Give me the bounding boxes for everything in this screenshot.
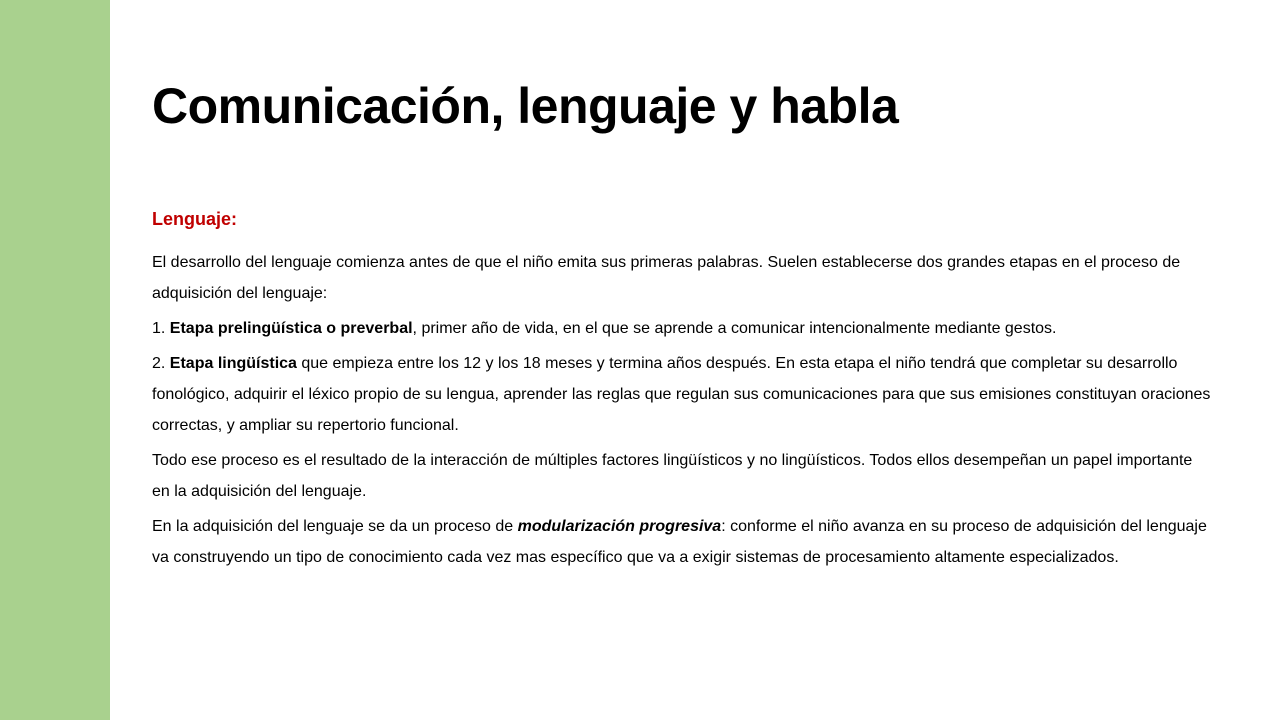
section-heading: Lenguaje: [152, 209, 238, 229]
stage-2-paragraph [152, 348, 1212, 441]
modularization-after: : conforme el niño avanza en su proceso de adquisición del lenguaje va construyendo un tipo de conocimiento cada vez mas específico que va a exigir sistemas de procesamiento altamente especializados. [152, 518, 1207, 566]
stage-2-number: 2. [152, 355, 170, 372]
factors-paragraph: Todo ese proceso es el resultado de la interacción de múltiples factores lingüísticos y no lingüísticos. Todos ellos desempeñan un papel importante en la adquisición del lenguaje. [152, 452, 1193, 500]
stage-1-term: Etapa prelingüística o preverbal [169, 320, 413, 337]
slide-body [152, 204, 1212, 577]
modularization-paragraph [152, 511, 1212, 573]
intro-paragraph: El desarrollo del lenguaje comienza antes de que el niño emita sus primeras palabras. Suelen establecerse dos grandes etapas en el proceso de adquisición del lenguaje: [152, 254, 1181, 302]
stage-2-term: Etapa lingüística [169, 355, 297, 372]
slide-title: Comunicación, lenguaje y habla [152, 78, 899, 134]
stage-1-text: , primer año de vida, en el que se aprende a comunicar intencionalmente mediante gestos. [412, 320, 1057, 337]
modularization-before: En la adquisición del lenguaje se da un proceso de [152, 518, 518, 535]
stage-1-paragraph [152, 313, 1212, 344]
side-accent-bar [0, 0, 110, 720]
modularization-term: modularización progresiva [517, 518, 722, 535]
stage-2-text: que empieza entre los 12 y los 18 meses y termina años después. En esta etapa el niño tendrá que completar su desarrollo fonológico, adquirir el léxico propio de su lengua, aprender las reglas que regulan sus comunicaciones para que sus emisiones constituyan oraciones correctas, y ampliar su repertorio funcional. [152, 355, 1211, 434]
stage-1-number: 1. [152, 320, 170, 337]
